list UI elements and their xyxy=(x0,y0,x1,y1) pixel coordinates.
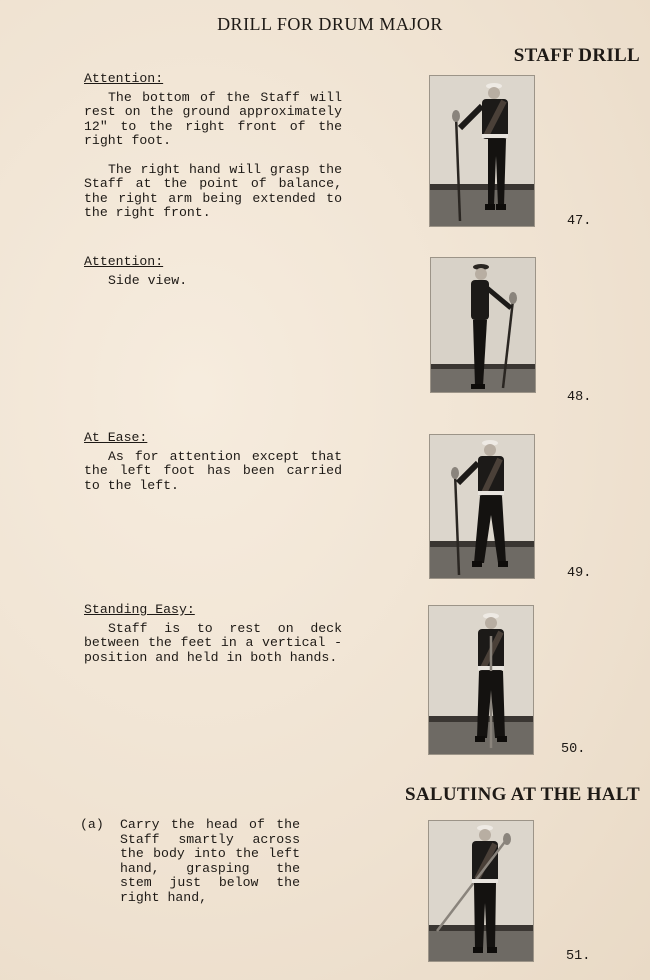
entry-text: As for attention except that the left foot has been carried to the left. xyxy=(84,448,342,493)
photo-saluting-step-a xyxy=(428,820,534,962)
step-letter: (a) xyxy=(80,817,104,832)
entry-title: At Ease: xyxy=(84,430,148,445)
figure-number: 49. xyxy=(567,566,592,581)
figure-number: 51. xyxy=(566,949,591,964)
photo-attention-front xyxy=(429,75,535,227)
entry-text: Staff is to rest on deck between the feet in a vertical - position and held in both hands. xyxy=(84,620,342,665)
entry-text: The right hand will grasp the Staff at the point of balance, the right arm being extended to the right front. xyxy=(84,161,342,220)
drill-entry-standing-easy xyxy=(84,603,342,665)
entry-text: Side view. xyxy=(108,272,188,288)
entry-text: The bottom of the Staff will rest on the ground approximately 12" to the right front of the right foot. xyxy=(84,89,342,148)
step-text: Carry the head of the Staff smartly across the body into the left hand, grasping the stem just below the right hand, xyxy=(120,817,300,905)
drill-entry-attention-side xyxy=(84,255,342,288)
entry-title: Standing Easy: xyxy=(84,602,195,617)
page-title: DRILL FOR DRUM MAJOR xyxy=(217,14,443,34)
photo-at-ease xyxy=(429,434,535,579)
figure-number: 47. xyxy=(567,214,592,229)
section-heading-staff-drill: STAFF DRILL xyxy=(513,45,640,66)
drill-entry-at-ease xyxy=(84,431,342,493)
saluting-step-a xyxy=(80,818,300,905)
figure-number: 48. xyxy=(567,390,592,405)
drill-entry-attention xyxy=(84,72,342,221)
entry-title: Attention: xyxy=(84,71,164,86)
photo-attention-side xyxy=(430,257,536,393)
photo-standing-easy xyxy=(428,605,534,755)
entry-title: Attention: xyxy=(84,254,164,269)
figure-number: 50. xyxy=(561,742,586,757)
section-heading-saluting: SALUTING AT THE HALT xyxy=(405,784,640,805)
